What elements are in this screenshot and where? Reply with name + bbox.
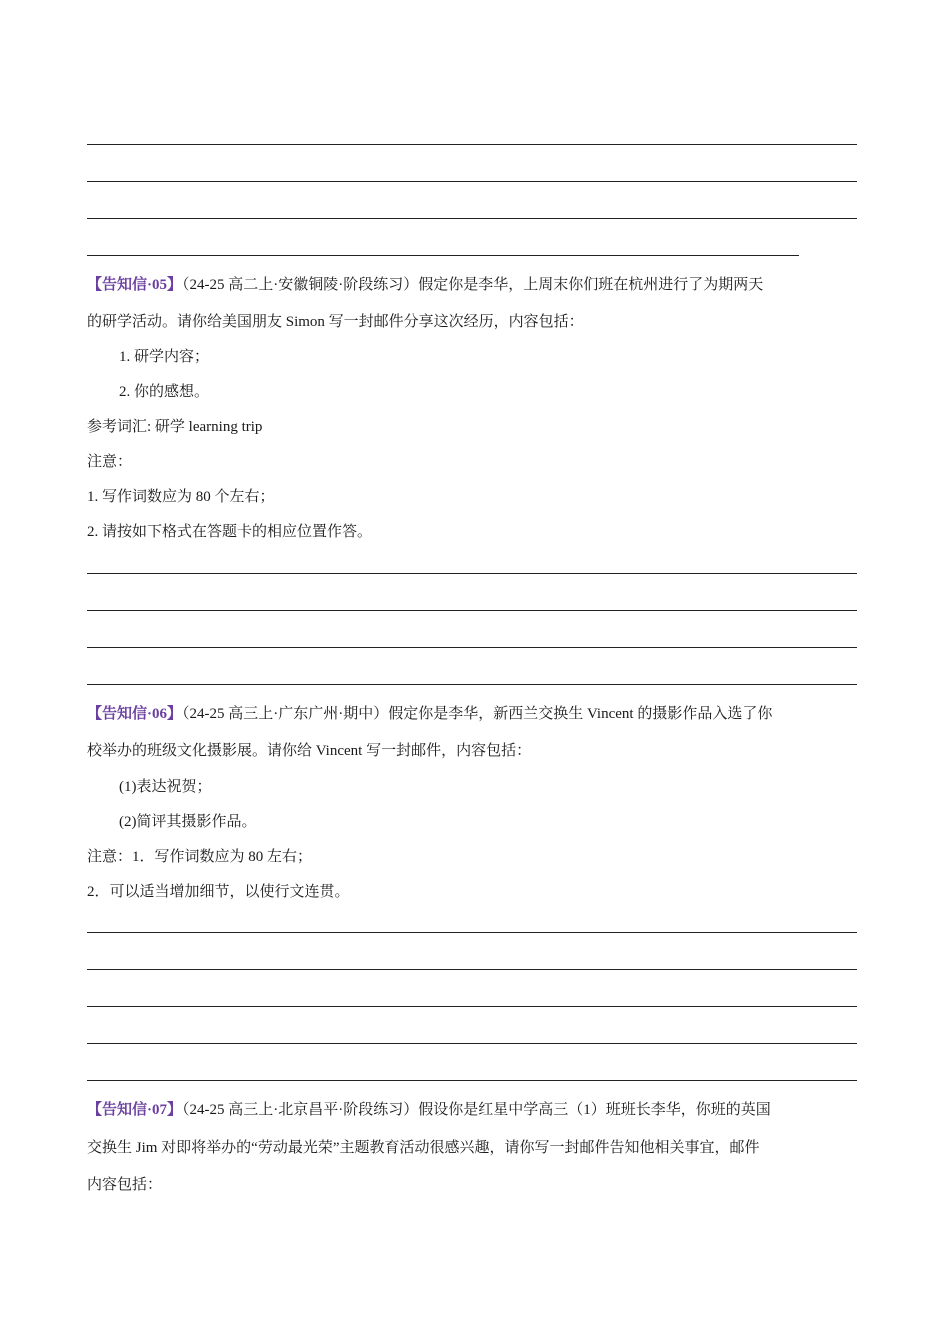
answer-line — [87, 573, 857, 574]
question-06-line-2: 校举办的班级文化摄影展。请你给 Vincent 写一封邮件，内容包括： — [87, 743, 532, 759]
question-06-line-1: 【告知信·06】（24-25 高三上·广东广州·期中）假定你是李华，新西兰交换生 Vincent 的摄影作品入选了你 — [87, 706, 773, 722]
answer-line — [87, 647, 857, 648]
answer-line — [87, 1043, 857, 1044]
answer-line — [87, 218, 857, 219]
answer-line — [87, 610, 857, 611]
question-05-vocab: 参考词汇: 研学 learning trip — [87, 419, 263, 435]
answer-line — [87, 932, 857, 933]
question-07-line-1: 【告知信·07】（24-25 高三上·北京昌平·阶段练习）假设你是红星中学高三（1）班班长李华，你班的英国 — [87, 1102, 771, 1118]
answer-line — [87, 255, 799, 256]
question-07-tag: 【告知信·07】 — [87, 1102, 183, 1118]
question-05-tag: 【告知信·05】 — [87, 277, 183, 293]
answer-line — [87, 1006, 857, 1007]
answer-line — [87, 1080, 857, 1081]
question-05-item-1: 1. 研学内容； — [119, 349, 210, 365]
question-06-item-2: (2)简评其摄影作品。 — [119, 814, 257, 830]
question-05-note-2: 2. 请按如下格式在答题卡的相应位置作答。 — [87, 524, 373, 540]
question-05-note: 注意： — [87, 454, 133, 470]
question-05-line-2: 的研学活动。请你给美国朋友 Simon 写一封邮件分享这次经历，内容包括： — [87, 314, 584, 330]
question-05-note-1: 1. 写作词数应为 80 个左右； — [87, 489, 275, 505]
question-07-line-2: 交换生 Jim 对即将举办的“劳动最光荣”主题教育活动很感兴趣，请你写一封邮件告知他相关事宜，邮件 — [87, 1140, 760, 1156]
question-06-note-2: 2．可以适当增加细节，以使行文连贯。 — [87, 884, 350, 900]
answer-line — [87, 181, 857, 182]
question-07-line-3: 内容包括： — [87, 1177, 163, 1193]
answer-line — [87, 144, 857, 145]
question-06-note-1: 注意：1．写作词数应为 80 左右； — [87, 849, 313, 865]
question-06-tag: 【告知信·06】 — [87, 706, 183, 722]
question-05-line-1: 【告知信·05】（24-25 高二上·安徽铜陵·阶段练习）假定你是李华，上周末你们班在杭州进行了为期两天 — [87, 277, 764, 293]
question-06-item-1: (1)表达祝贺； — [119, 779, 212, 795]
answer-line — [87, 969, 857, 970]
question-05-item-2: 2. 你的感想。 — [119, 384, 210, 400]
answer-line — [87, 684, 857, 685]
